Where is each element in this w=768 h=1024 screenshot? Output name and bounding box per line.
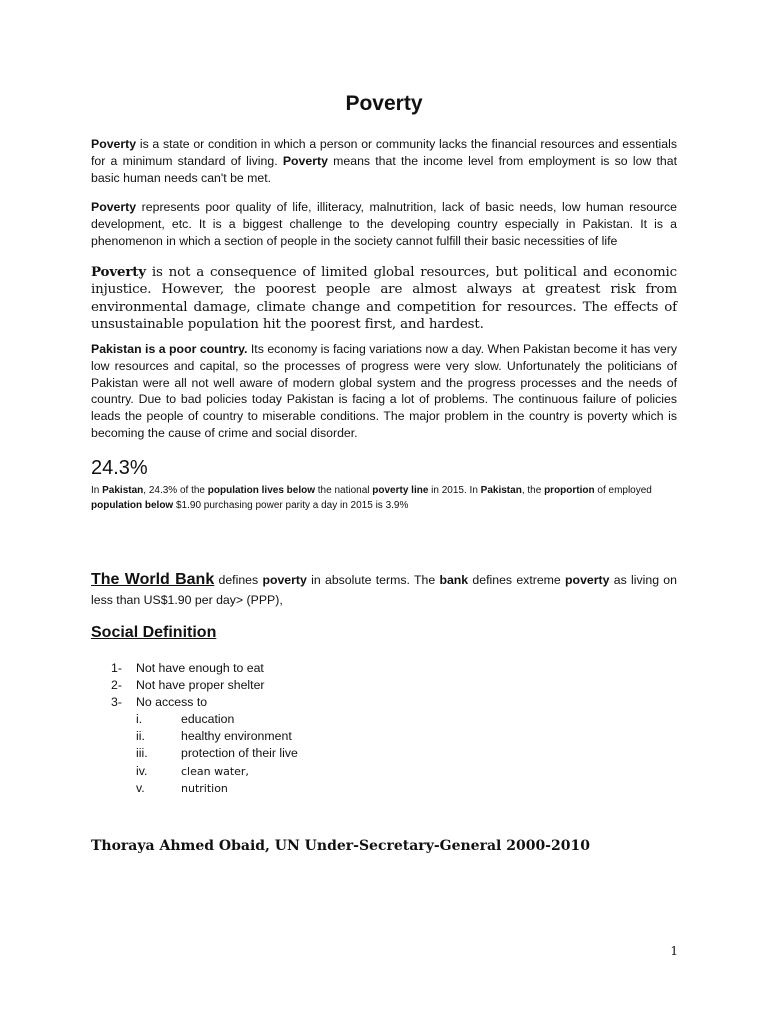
wb-text: in absolute terms. The <box>306 573 440 587</box>
sublist-item-text: healthy environment <box>181 729 292 743</box>
page-title: Poverty <box>345 92 423 115</box>
wb-text: as living on less than US$1.90 per day> (PPP), <box>91 573 677 607</box>
list-marker: 3- <box>111 695 122 709</box>
list-item-text: Not have proper shelter <box>136 678 265 692</box>
list-item-text: Not have enough to eat <box>136 661 264 675</box>
paragraph-text: Its economy is facing variations now a day. When Pakistan become it has very low resources and capital, so the processes of progress were very slow. Unfortunately the politicians of Pakistan were all not well aware of modern global system and the progress processes and the needs of country. Due to bad policies today Pakistan is facing a lot of problems. The continuous failure of policies leads the people of country to miserable conditions. The major problem in the country is poverty which is becoming the cause of crime and social disorder. <box>91 342 677 440</box>
sublist-marker: ii. <box>136 729 145 743</box>
note-bold: poverty line <box>372 485 429 496</box>
sublist-marker: iii. <box>136 746 148 760</box>
wb-bold: bank <box>439 573 469 587</box>
paragraph-pakistan <box>91 341 677 442</box>
list-marker: 2- <box>111 678 122 692</box>
list-item-text: No access to <box>136 695 208 709</box>
note-bold: Pakistan <box>102 485 144 496</box>
sublist-marker: i. <box>136 712 143 726</box>
sublist-item-text: protection of their live <box>181 746 298 760</box>
note-text: of employed <box>594 485 652 496</box>
sublist-marker: iv. <box>136 764 148 778</box>
paragraph-text: is not a consequence of limited global resources, but political and economic injustice. However, the poorest people are almost always at greatest risk from environmental damage, climate change and competition for resources. The effects of unsustainable population hit the poorest first, and hardest. <box>91 265 677 333</box>
wb-text: defines <box>214 573 263 587</box>
note-text: In <box>91 485 103 496</box>
note-bold: population below <box>91 499 174 511</box>
sublist-marker: v. <box>136 781 145 795</box>
bold-term: Poverty <box>91 200 137 214</box>
paragraph-text: is a state or condition in which a person or community lacks the financial resources and essentials for a minimum standard of living. <box>91 137 677 168</box>
paragraph-representation <box>91 199 677 249</box>
note-text: , the <box>521 485 545 496</box>
bold-term: Poverty <box>282 153 328 168</box>
bold-term: Poverty <box>91 264 146 280</box>
statistic-note <box>91 484 677 513</box>
note-bold: proportion <box>544 485 595 496</box>
world-bank-paragraph <box>91 570 677 610</box>
paragraph-injustice <box>91 264 677 334</box>
paragraph-text: means that the income level from employment is so low that basic human needs can't be met. <box>91 153 678 185</box>
paragraph-text: represents poor quality of life, illiteracy, malnutrition, lack of basic needs, low human resource development, etc. It is a biggest challenge to the developing country especially in Pakistan. It is a phenomenon in which a section of people in the society cannot fulfill their basic necessities of life <box>91 200 677 248</box>
note-text: $1.90 purchasing power parity a day in 2015 is 3.9% <box>173 499 409 511</box>
bold-term: Poverty <box>91 137 137 151</box>
social-definition-heading: Social Definition <box>91 624 217 641</box>
list-marker: 1- <box>111 661 122 675</box>
note-text: the national <box>315 485 373 496</box>
sublist-item-text: nutrition <box>181 782 228 795</box>
world-bank-heading: The World Bank <box>91 571 215 588</box>
note-bold: population lives below <box>207 485 315 496</box>
wb-bold: poverty <box>262 573 307 587</box>
bold-term: Pakistan is a poor country. <box>91 342 248 356</box>
paragraph-definition <box>91 136 677 186</box>
note-text: in 2015. In <box>428 485 481 496</box>
sublist-item-text: clean water, <box>181 765 249 778</box>
quote-attribution: Thoraya Ahmed Obaid, UN Under-Secretary-General 2000-2010 <box>91 838 590 854</box>
wb-text: defines extreme <box>468 573 566 587</box>
sublist-item-text: education <box>181 712 235 726</box>
poverty-percentage: 24.3% <box>91 457 148 479</box>
note-bold: Pakistan <box>480 485 522 496</box>
wb-bold: poverty <box>565 573 610 587</box>
page-number: 1 <box>670 944 678 958</box>
note-text: , 24.3% of the <box>143 485 208 496</box>
